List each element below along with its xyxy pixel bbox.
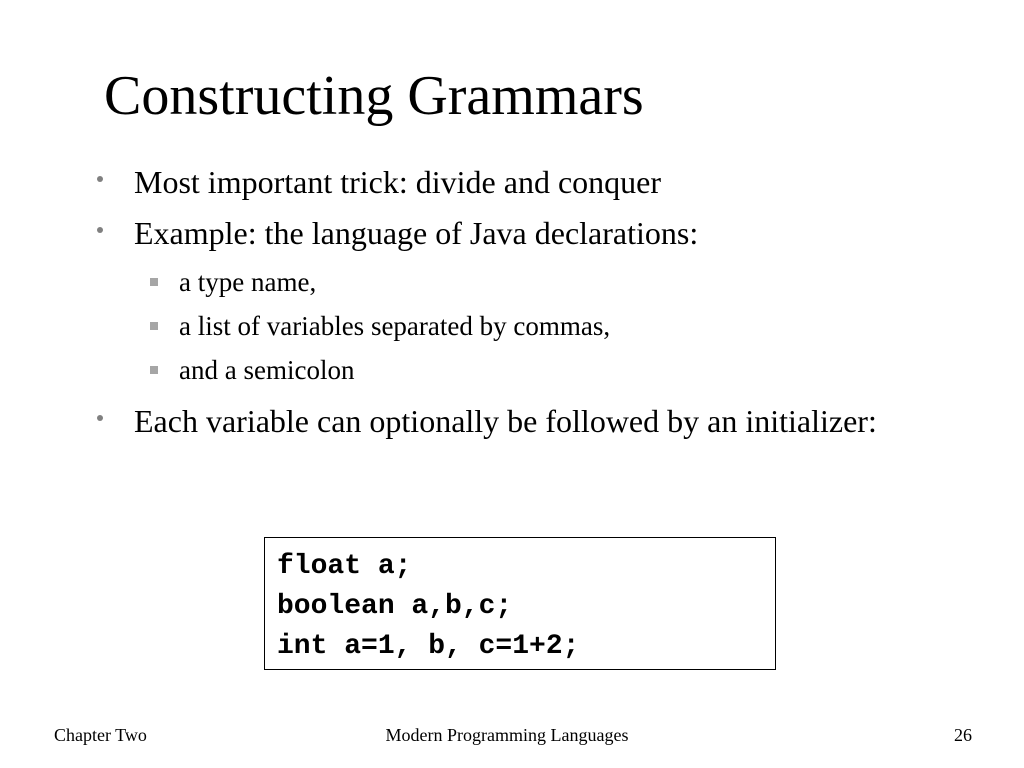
slide-number: 26 — [954, 725, 972, 745]
sub-bullet-square-icon — [150, 322, 158, 330]
sub-bullet-text: a list of variables separated by commas, — [179, 311, 611, 341]
sub-bullet-square-icon — [150, 366, 158, 374]
footer-chapter: Chapter Two — [54, 725, 147, 745]
code-line: float a; — [277, 551, 412, 582]
bullet-dot-icon — [97, 176, 103, 182]
sub-bullet-text: a type name, — [179, 267, 317, 297]
sub-bullet-text: and a semicolon — [179, 355, 355, 385]
bullet-dot-icon — [97, 415, 103, 421]
bullet-text: Each variable can optionally be followed by an initializer: — [134, 403, 877, 439]
bullet-text: Most important trick: divide and conquer — [134, 164, 661, 200]
sub-bullet-square-icon — [150, 278, 158, 286]
footer-book-title: Modern Programming Languages — [385, 725, 629, 745]
slide-title: Constructing Grammars — [104, 65, 644, 127]
code-example-box — [264, 537, 776, 670]
bullet-dot-icon — [97, 227, 103, 233]
code-line: int a=1, b, c=1+2; — [277, 631, 580, 662]
code-line: boolean a,b,c; — [277, 591, 513, 622]
bullet-text: Example: the language of Java declarations: — [134, 215, 699, 251]
